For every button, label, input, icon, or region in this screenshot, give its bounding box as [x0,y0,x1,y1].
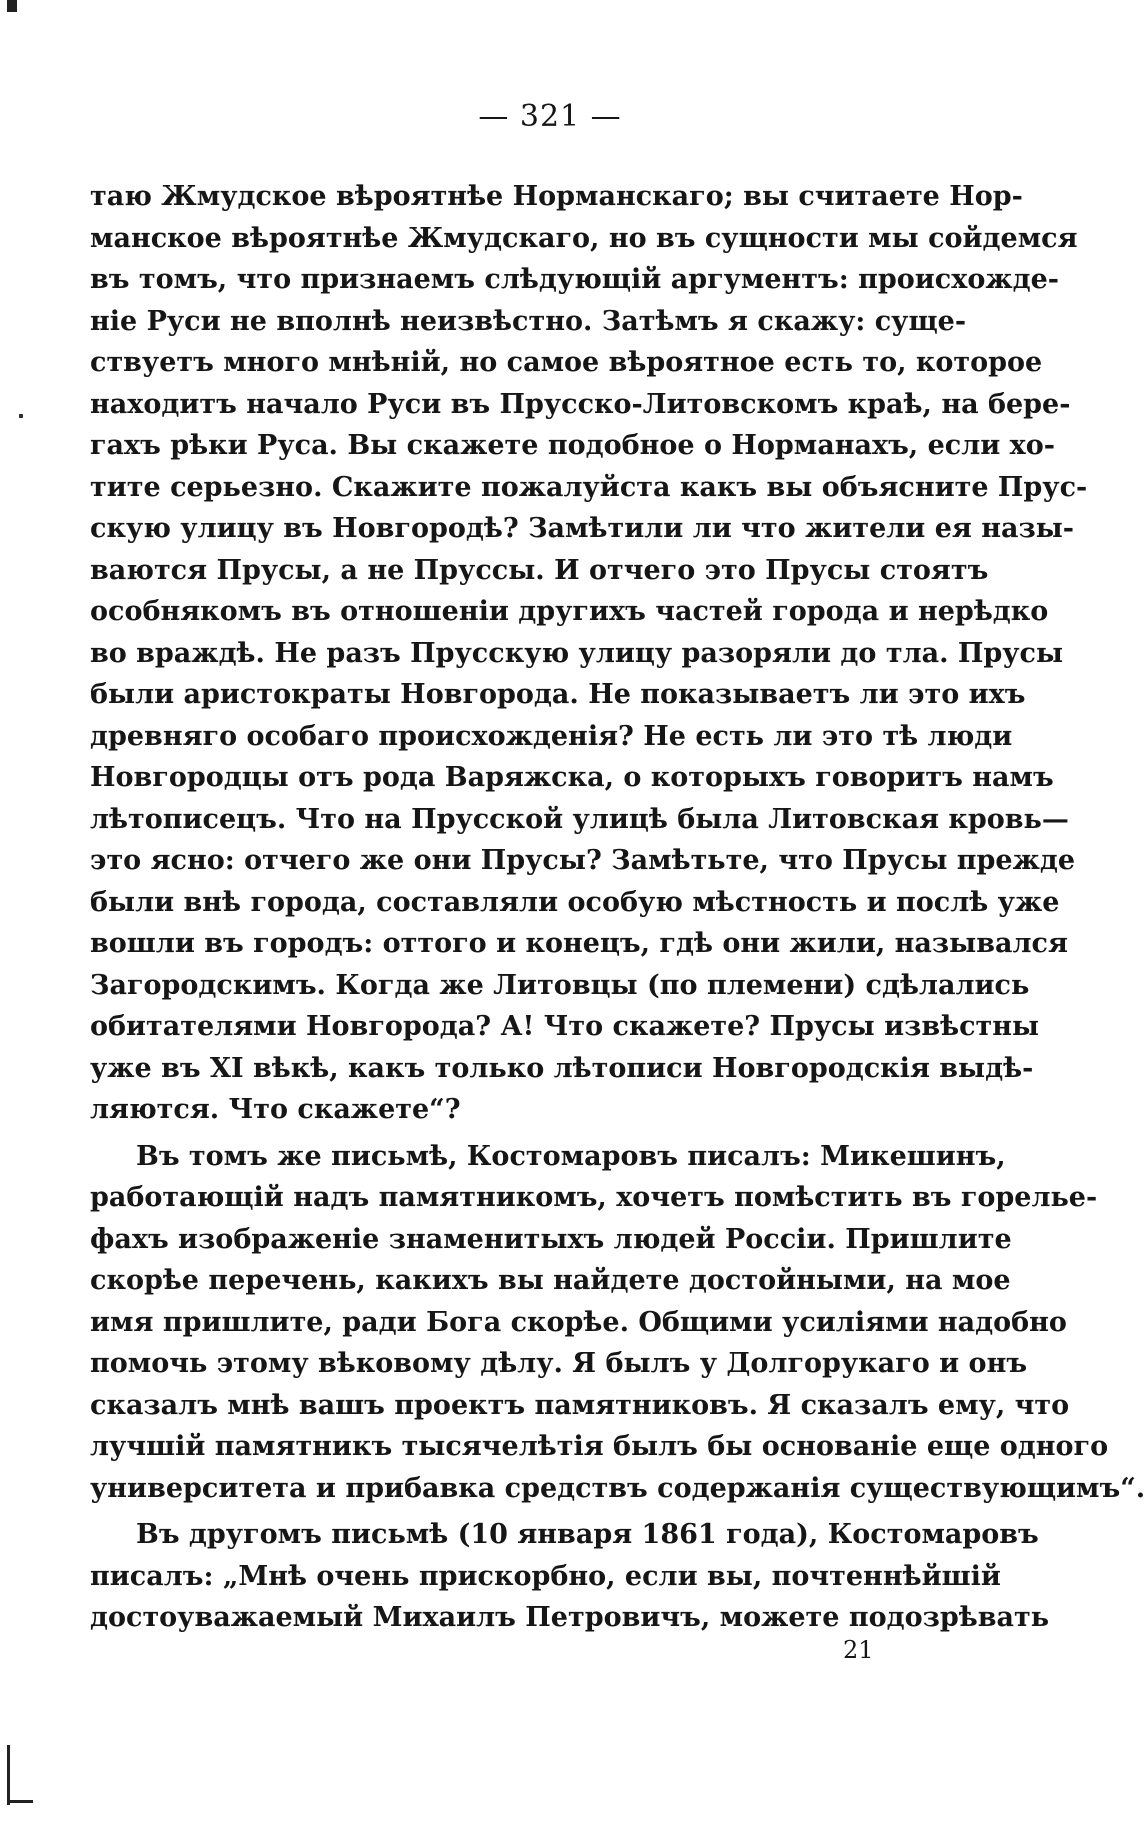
text-line: ваются Прусы, а не Пруссы. И отчего это Прусы стоятъ [90,554,989,586]
text-line: фахъ изображеніе знаменитыхъ людей Россіи. Пришлите [90,1223,1012,1255]
text-line: ляются. Что скажете“? [90,1094,461,1125]
text-line: были аристократы Новгорода. Не показываетъ ли это ихъ [90,679,1026,710]
text-line: ніе Руси не вполнѣ неизвѣстно. Затѣмъ я скажу: суще- [90,305,967,337]
page-number-header: — 321 — [478,99,622,134]
text-line: были внѣ города, составляли особую мѣстность и послѣ уже [90,886,1060,918]
text-line: Въ другомъ письмѣ (10 января 1861 года), Костомаровъ [136,1519,1039,1550]
text-line: таю Жмудское вѣроятнѣе Норманскаго; вы считаете Нор- [90,181,1023,212]
text-line: во враждѣ. Не разъ Прусскую улицу разоряли до тла. Прусы [90,637,1064,669]
text-line: лѣтописецъ. Что на Прусской улицѣ была Литовская кровь— [90,803,1069,835]
text-line: особнякомъ въ отношеніи другихъ частей города и нерѣдко [90,596,1049,627]
printer-signature-mark: 21 [843,1636,874,1664]
text-line: достоуважаемый Михаилъ Петровичъ, можете подозрѣвать [90,1602,1050,1633]
text-line: писалъ: „Мнѣ очень прискорбно, если вы, почтеннѣйшій [90,1560,1001,1592]
scan-edge-mark [7,1745,10,1805]
body-text [90,176,1145,1639]
text-line: университета и прибавка средствъ содержанія существующимъ“. [90,1472,1145,1504]
scan-speck [19,414,23,418]
text-line: Въ томъ же письмѣ, Костомаровъ писалъ: Микешинъ, [136,1140,1006,1172]
text-line: лучшій памятникъ тысячелѣтія былъ бы основаніе еще одного [90,1431,1109,1462]
text-line: находитъ начало Руси въ Прусско-Литовскомъ краѣ, на бере- [90,388,1071,420]
text-line: сказалъ мнѣ вашъ проектъ памятниковъ. Я сказалъ ему, что [90,1389,1070,1421]
text-line: гахъ рѣки Руса. Вы скажете подобное о Норманахъ, если хо- [90,430,1055,461]
text-line: Загородскимъ. Когда же Литовцы (по племени) сдѣлались [90,969,1030,1001]
text-line: манское вѣроятнѣе Жмудскаго, но въ сущности мы сойдемся [90,222,1078,254]
text-line: Новгородцы отъ рода Варяжска, о которыхъ говоритъ намъ [90,762,1054,793]
text-line: тите серьезно. Скажите пожалуйста какъ вы объясните Прус- [90,471,1088,503]
text-line: это ясно: отчего же они Прусы? Замѣтьте, что Прусы прежде [90,845,1076,876]
text-line: скорѣе перечень, какихъ вы найдете достойными, на мое [90,1265,1011,1296]
text-line: вошли въ городъ: оттого и конецъ, гдѣ они жили, назывался [90,928,1068,959]
text-line: ствуетъ много мнѣній, но самое вѣроятное есть то, которое [90,347,1043,378]
text-line: въ томъ, что признаемъ слѣдующій аргументъ: происхожде- [90,264,1059,295]
text-line: уже въ XI вѣкѣ, какъ только лѣтописи Новгородскія выдѣ- [90,1052,1034,1084]
text-line: древняго особаго происхожденія? Не есть ли это тѣ люди [90,720,1013,752]
scan-edge-mark [7,0,17,12]
scan-edge-mark [7,1800,33,1803]
text-line: скую улицу въ Новгородѣ? Замѣтили ли что жители ея назы- [90,513,1075,544]
text-line: работающій надъ памятникомъ, хочетъ помѣстить въ горелье- [90,1182,1098,1213]
text-line: помочь этому вѣковому дѣлу. Я былъ у Долгорукаго и онъ [90,1348,1028,1379]
text-line: имя пришлите, ради Бога скорѣе. Общими усиліями надобно [90,1306,1067,1338]
text-line: обитателями Новгорода? А! Что скажете? Прусы извѣстны [90,1011,1040,1042]
